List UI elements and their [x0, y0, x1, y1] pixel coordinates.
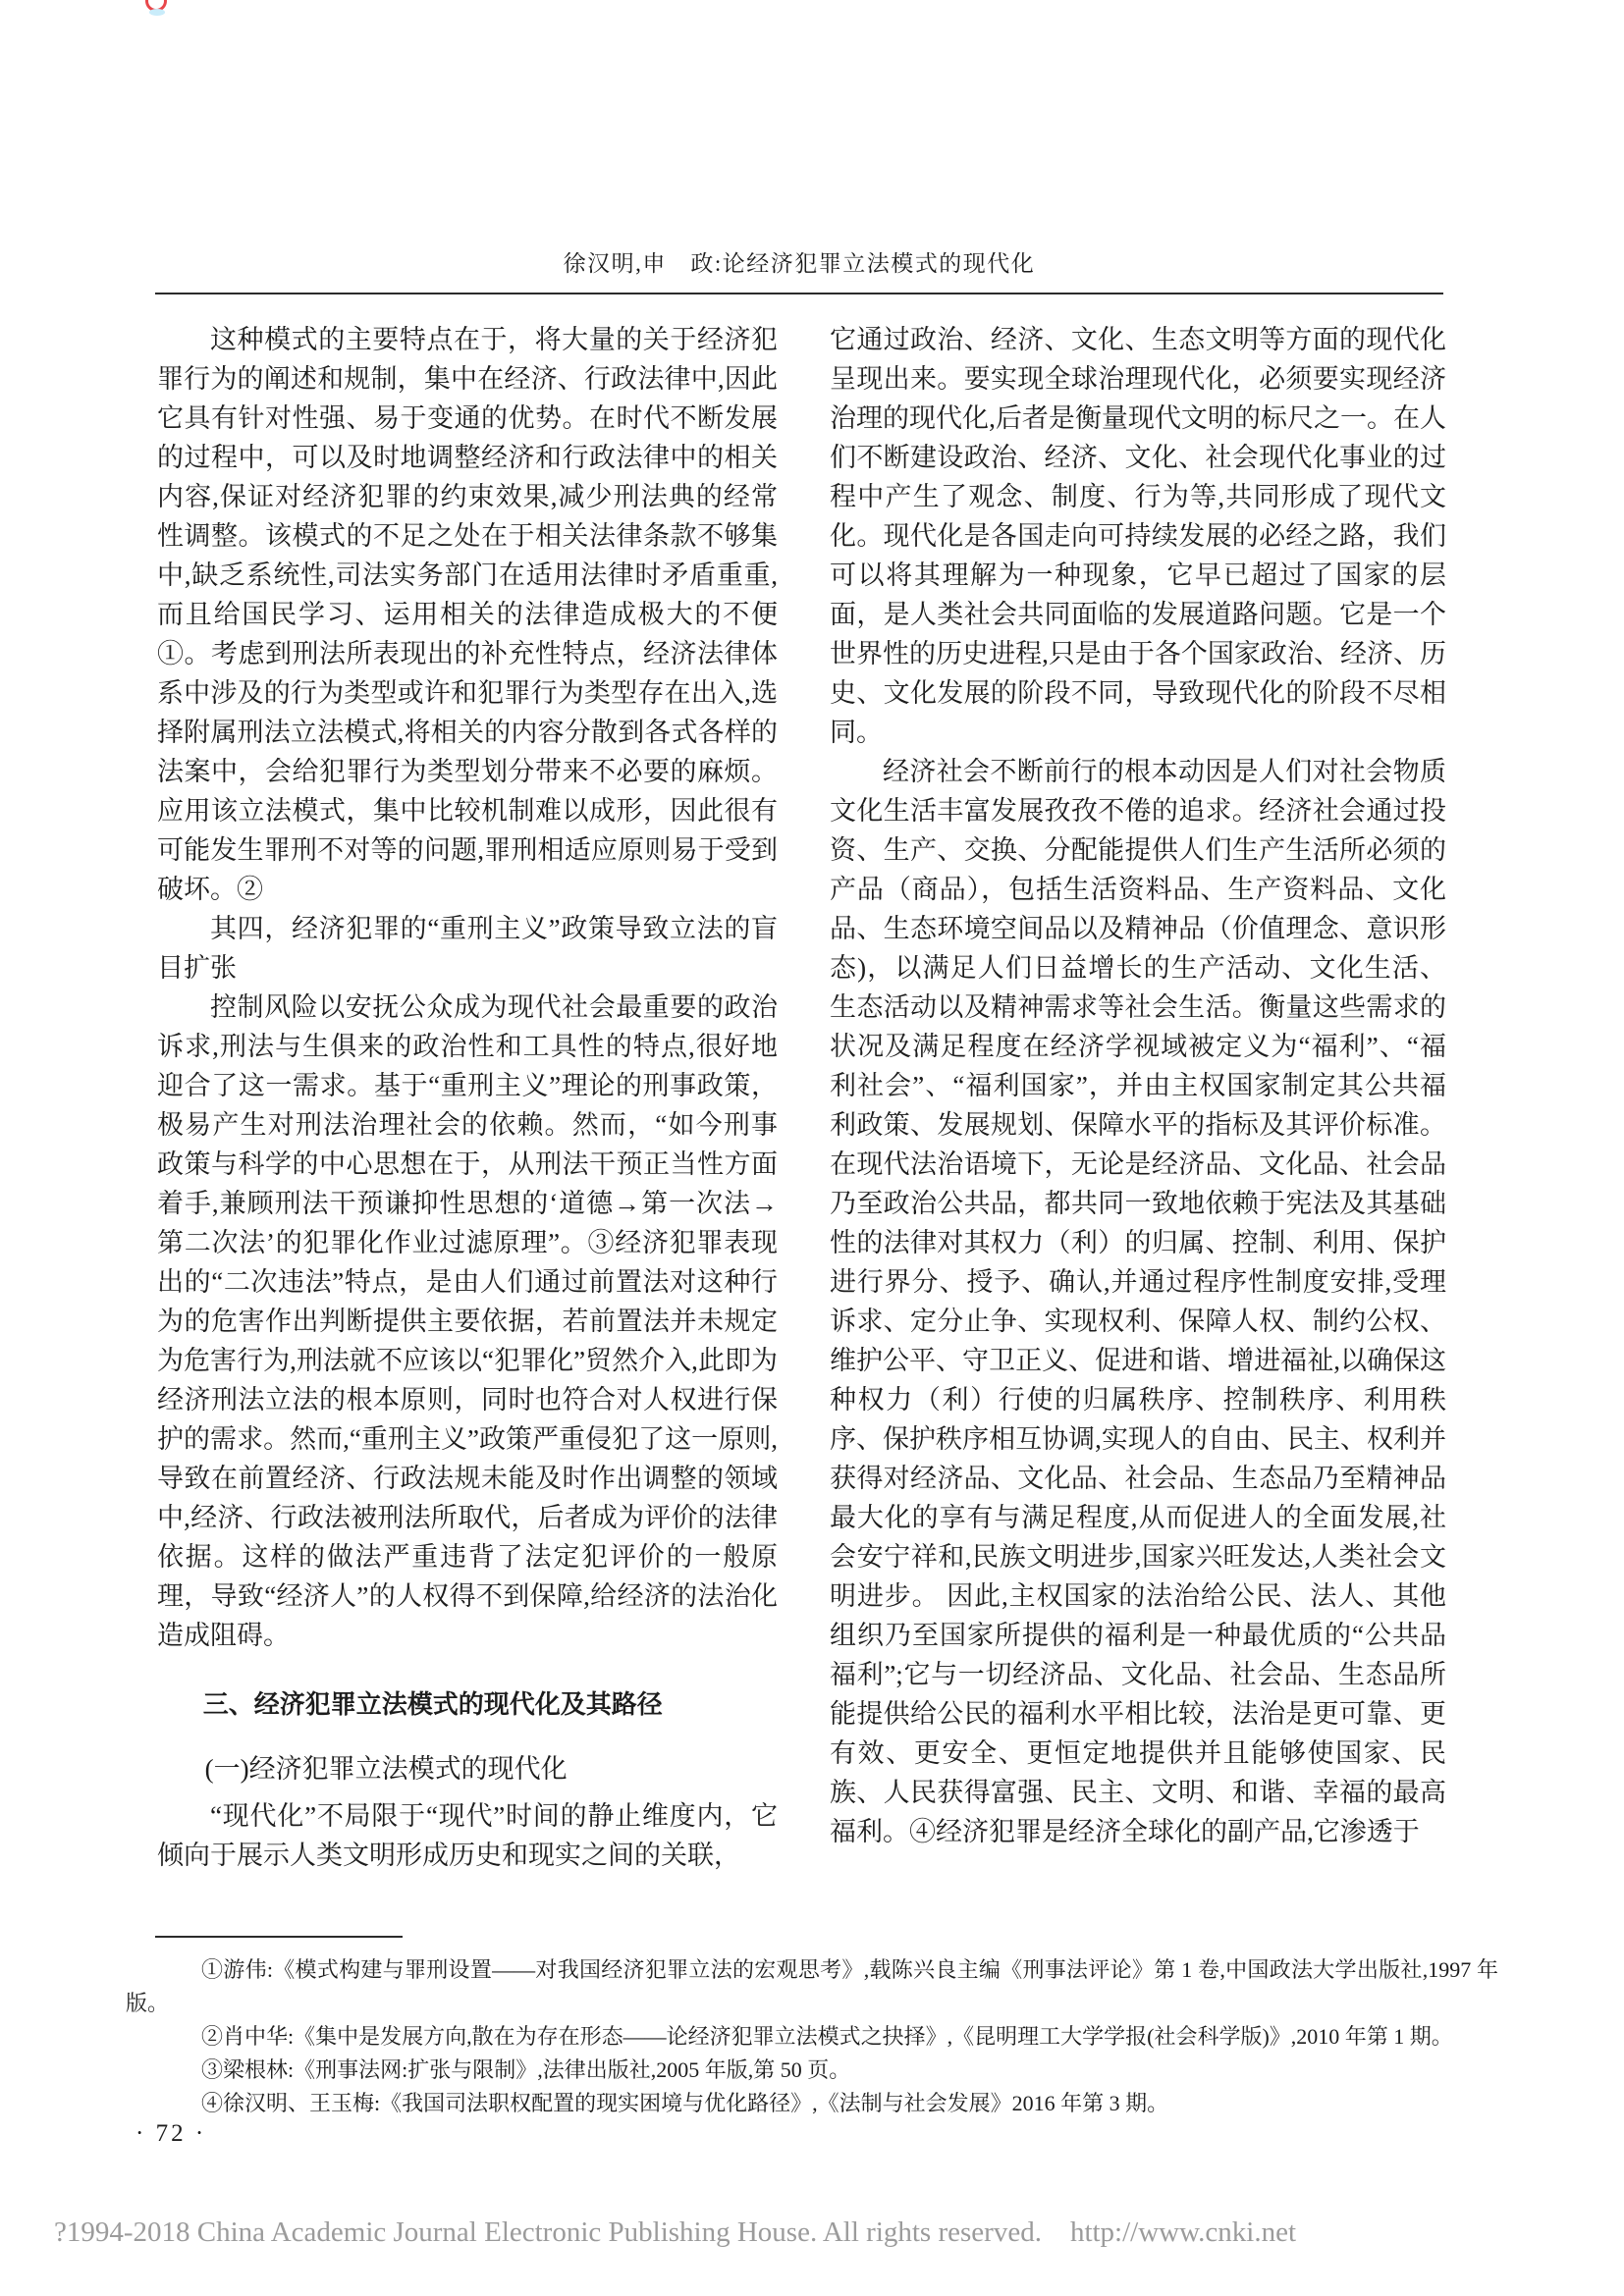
subsection-heading: (一)经济犯罪立法模式的现代化 [204, 1754, 568, 1784]
right-column [830, 320, 1446, 1851]
body-paragraph-continuation: 它通过政治、经济、文化、生态文明等方面的现代化呈现出来。要实现全球治理现代化，必须要实现经济治理的现代化,后者是衡量现代文明的标尺之一。在人们不断建设政治、经济、文化、社会现代化事业的过程中产生了观念、制度、行为等,共同形成了现代文化。现代化是各国走向可持续发展的必经之路，我们可以将其理解为一种现象，它早已超过了国家的层面，是人类社会共同面临的发展道路问题。它是一个世界性的历史进程,只是由于各个国家政治、经济、历史、文化发展的阶段不同，导致现代化的阶段不尽相同。 [830, 325, 1446, 747]
left-column [157, 320, 778, 1875]
copyright-watermark: ?1994-2018 China Academic Journal Electronic Publishing House. All rights reserved. http://www.cnki.net [54, 2216, 1297, 2248]
page-number: · 72 · [135, 2120, 207, 2147]
body-paragraph: 这种模式的主要特点在于，将大量的关于经济犯罪行为的阐述和规制，集中在经济、行政法律中,因此它具有针对性强、易于变通的优势。在时代不断发展的过程中，可以及时地调整经济和行政法律中的相关内容,保证对经济犯罪的约束效果,减少刑法典的经常性调整。该模式的不足之处在于相关法律条款不够集中,缺乏系统性,司法实务部门在适用法律时矛盾重重,而且给国民学习、运用相关的法律造成极大的不便①。考虑到刑法所表现出的补充性特点，经济法律体系中涉及的行为类型或许和犯罪行为类型存在出入,选择附属刑法立法模式,将相关的内容分散到各式各样的法案中，会给犯罪行为类型划分带来不必要的麻烦。应用该立法模式，集中比较机制难以成形，因此很有可能发生罪刑不对等的问题,罪刑相适应原则易于受到破坏。② [157, 325, 778, 904]
running-head-title: 徐汉明,申 政:论经济犯罪立法模式的现代化 [563, 251, 1036, 276]
footnote-item: ①游伟:《模式构建与罪刑设置——对我国经济犯罪立法的宏观思考》,载陈兴良主编《刑事法评论》第 1 卷,中国政法大学出版社,1997 年版。 [126, 1957, 1498, 2015]
footnote-separator-rule [155, 1936, 403, 1938]
footnote-item: ④徐汉明、王玉梅:《我国司法职权配置的现实困境与优化路径》,《法制与社会发展》2016 年第 3 期。 [201, 2091, 1169, 2115]
header-rule [155, 293, 1443, 294]
footnote-item: ③梁根林:《刑事法网:扩张与限制》,法律出版社,2005 年版,第 50 页。 [201, 2057, 851, 2082]
footnotes-block [126, 1953, 1498, 2120]
body-paragraph: 其四，经济犯罪的“重刑主义”政策导致立法的盲目扩张 [157, 914, 778, 983]
section-heading: 三、经济犯罪立法模式的现代化及其路径 [202, 1689, 663, 1719]
body-paragraph: 控制风险以安抚公众成为现代社会最重要的政治诉求,刑法与生俱来的政治性和工具性的特点,很好地迎合了这一需求。基于“重刑主义”理论的刑事政策，极易产生对刑法治理社会的依赖。然而，“如今刑事政策与科学的中心思想在于，从刑法干预正当性方面着手,兼顾刑法干预谦抑性思想的‘道德→第一次法→第二次法’的犯罪化作业过滤原理”。③经济犯罪表现出的“二次违法”特点，是由人们通过前置法对这种行为的危害作出判断提供主要依据，若前置法并未规定为危害行为,刑法就不应该以“犯罪化”贸然介入,此即为经济刑法立法的根本原则，同时也符合对人权进行保护的需求。然而,“重刑主义”政策严重侵犯了这一原则,导致在前置经济、行政法规未能及时作出调整的领域中,经济、行政法被刑法所取代，后者成为评价的法律依据。这样的做法严重违背了法定犯评价的一般原理，导致“经济人”的人权得不到保障,给经济的法治化造成阻碍。 [157, 992, 778, 1650]
footnote-item: ②肖中华:《集中是发展方向,散在为存在形态——论经济犯罪立法模式之抉择》,《昆明理工大学学报(社会科学版)》,2010 年第 1 期。 [201, 2024, 1453, 2049]
body-paragraph: “现代化”不局限于“现代”时间的静止维度内，它倾向于展示人类文明形成历史和现实之间的关联， [157, 1801, 778, 1870]
body-paragraph: 经济社会不断前行的根本动因是人们对社会物质文化生活丰富发展孜孜不倦的追求。经济社会通过投资、生产、交换、分配能提供人们生产生活所必须的产品（商品），包括生活资料品、生产资料品、文化品、生态环境空间品以及精神品（价值理念、意识形态)，以满足人们日益增长的生产活动、文化生活、生态活动以及精神需求等社会生活。衡量这些需求的状况及满足程度在经济学视域被定义为“福利”、“福利社会”、“福利国家”，并由主权国家制定其公共福利政策、发展规划、保障水平的指标及其评价标准。在现代法治语境下，无论是经济品、文化品、社会品乃至政治公共品，都共同一致地依赖于宪法及其基础性的法律对其权力（利）的归属、控制、利用、保护进行界分、授予、确认,并通过程序性制度安排,受理诉求、定分止争、实现权利、保障人权、制约公权、维护公平、守卫正义、促进和谐、增进福祉,以确保这种权力（利）行使的归属秩序、控制秩序、利用秩序、保护秩序相互协调,实现人的自由、民主、权利并获得对经济品、文化品、社会品、生态品乃至精神品最大化的享有与满足程度,从而促进人的全面发展,社会安宁祥和,民族文明进步,国家兴旺发达,人类社会文明进步。 因此,主权国家的法治给公民、法人、其他组织乃至国家所提供的福利是一种最优质的“公共品福利”;它与一切经济品、文化品、社会品、生态品所能提供给公民的福利水平相比较，法治是更可靠、更有效、更安全、更恒定地提供并且能够使国家、民族、人民获得富强、民主、文明、和谐、幸福的最高福利。④经济犯罪是经济全球化的副产品,它渗透于 [830, 757, 1446, 1846]
scan-artifact-cyan-mark [149, 9, 165, 16]
